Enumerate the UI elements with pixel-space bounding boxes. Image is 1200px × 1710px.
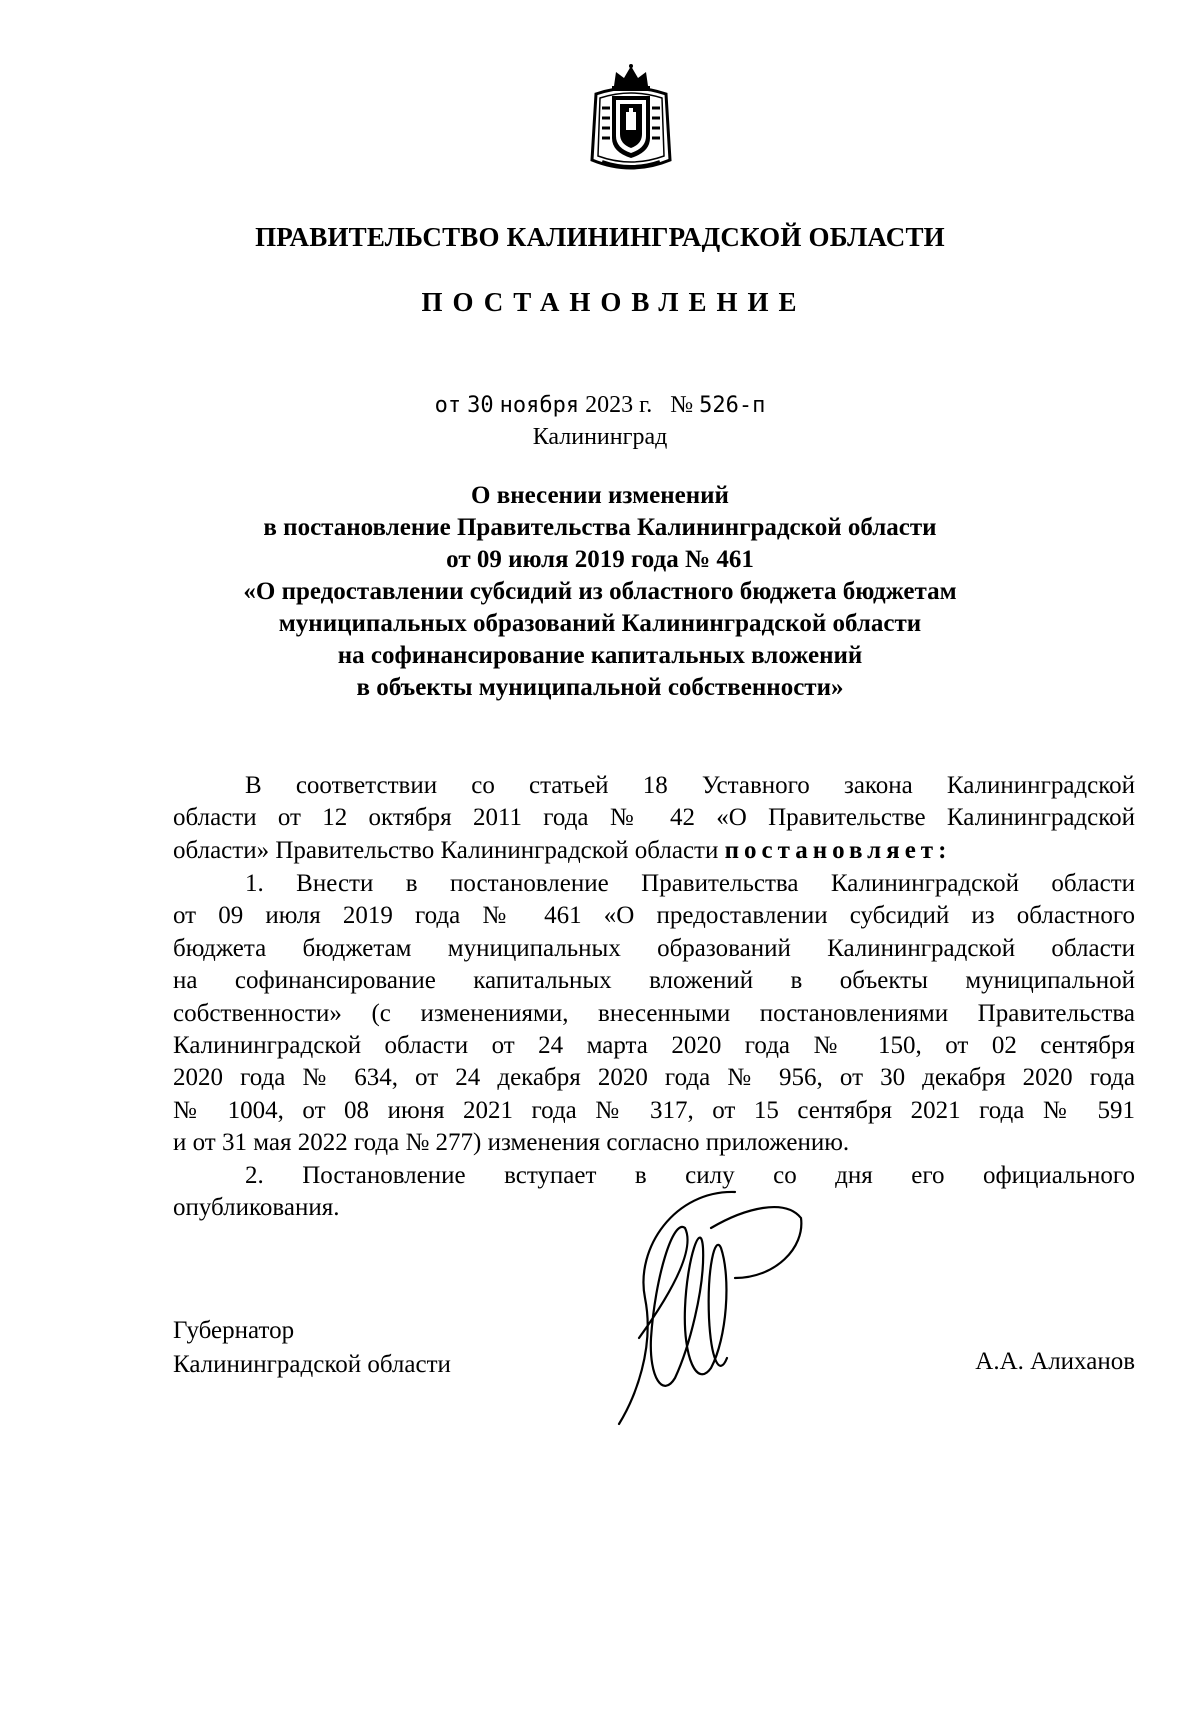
subject-line: от 09 июля 2019 года № 461 (446, 546, 754, 573)
number-sign: № (670, 392, 694, 418)
signatory-name: А.А. Алиханов (975, 1348, 1135, 1375)
city: Калининград (532, 424, 668, 450)
clause-line: собственности» (с изменениями, внесенными постановлениями Правительства (173, 999, 1135, 1027)
resolves-keyword: постановляет: (724, 836, 952, 864)
document-type-title: ПОСТАНОВЛЕНИЕ (421, 287, 807, 317)
clause-line: на софинансирование капитальных вложений в объекты муниципальной (173, 967, 1135, 995)
clause-line: от 09 июля 2019 года № 461 «О предоставлении субсидий из областного (173, 902, 1135, 930)
decree-number: 526-п (699, 393, 766, 418)
handwritten-signature-icon (615, 1188, 805, 1428)
government-title: ПРАВИТЕЛЬСТВО КАЛИНИНГРАДСКОЙ ОБЛАСТИ (255, 222, 945, 252)
date-year: 2023 г. (585, 392, 653, 418)
subject-line: «О предоставлении субсидий из областного бюджета бюджетам (243, 578, 957, 605)
preamble-line: В соответствии со статьей 18 Уставного закона Калининградской (245, 772, 1135, 799)
clause-line: и от 31 мая 2022 года № 277) изменения согласно приложению. (173, 1129, 850, 1157)
clause-line: Калининградской области от 24 марта 2020 года № 150, от 02 сентября (173, 1032, 1135, 1060)
subject-line: в постановление Правительства Калининградской области (263, 514, 937, 541)
clause-line: № 1004, от 08 июня 2021 года № 317, от 15 сентября 2021 года № 591 (173, 1096, 1135, 1124)
subject-line: муниципальных образований Калининградской области (278, 610, 922, 637)
preamble-text: области» Правительство Калининградской области (173, 836, 719, 864)
decree-date-number (0, 392, 1200, 419)
clause-line: 2. Постановление вступает в силу со дня его официального (245, 1162, 1135, 1189)
clause-line: бюджета бюджетам муниципальных образований Калининградской области (173, 934, 1135, 962)
kaliningrad-coat-of-arms-icon (586, 64, 676, 176)
subject-line: на софинансирование капитальных вложений (337, 642, 863, 669)
date-prefix: от (434, 393, 462, 418)
position-line: Губернатор (173, 1317, 295, 1344)
date-month: ноября (499, 393, 580, 418)
subject-line: О внесении изменений (471, 482, 729, 509)
preamble-paragraph (173, 770, 1135, 867)
position-line: Калининградской области (173, 1351, 451, 1378)
date-day: 30 (467, 393, 494, 418)
preamble-line (173, 835, 1135, 867)
decree-subject (0, 480, 1200, 704)
signatory-position (173, 1314, 451, 1382)
clause-1 (173, 868, 1135, 1160)
clause-line: опубликования. (173, 1194, 340, 1222)
preamble-line: области от 12 октября 2011 года № 42 «О Правительстве Калининградской (173, 804, 1135, 832)
subject-line: в объекты муниципальной собственности» (356, 674, 844, 701)
clause-line: 1. Внести в постановление Правительства Калининградской области (245, 870, 1135, 897)
clause-line: 2020 года № 634, от 24 декабря 2020 года № 956, от 30 декабря 2020 года (173, 1064, 1135, 1092)
